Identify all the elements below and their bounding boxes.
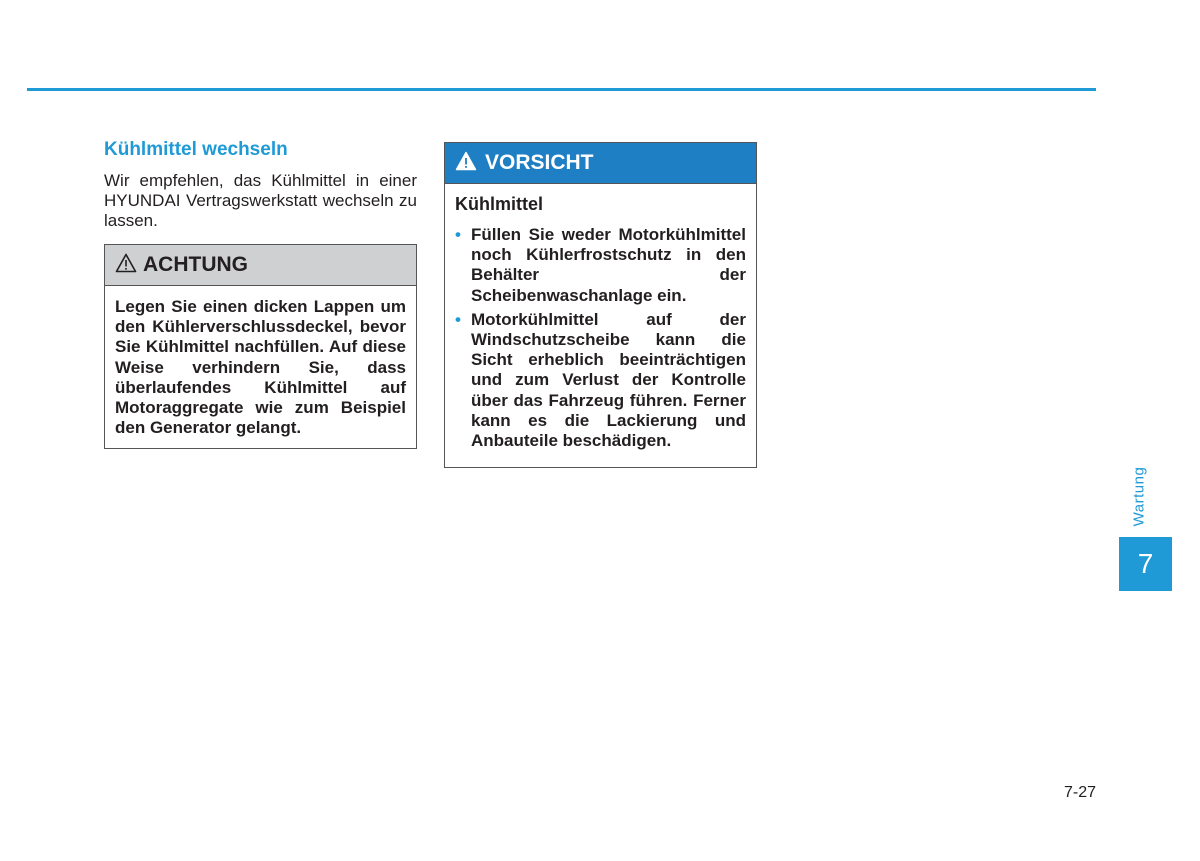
warning-triangle-filled-icon (455, 151, 477, 176)
list-item (455, 310, 746, 451)
bullet-icon: • (455, 309, 461, 329)
vorsicht-header (445, 143, 756, 184)
section-heading: Kühlmittel wechseln (104, 139, 288, 160)
vorsicht-body (445, 184, 756, 467)
intro-column (104, 138, 417, 231)
vorsicht-bullet-list (455, 225, 746, 451)
chapter-side-label (1128, 464, 1150, 534)
chapter-name: Wartung (1130, 466, 1148, 527)
achtung-title: ACHTUNG (143, 253, 248, 276)
chapter-tab: 7 (1119, 537, 1172, 591)
vorsicht-box (444, 142, 757, 468)
bullet-text: Füllen Sie weder Motorkühlmittel noch Kühlerfrostschutz in den Behälter der Scheibenwaschanlage ein. (471, 225, 746, 305)
warning-triangle-outline-icon (115, 253, 137, 278)
page-number: 7-27 (1063, 784, 1096, 801)
top-rule (27, 88, 1096, 91)
achtung-header (105, 245, 416, 286)
vorsicht-subtitle: Kühlmittel (455, 194, 543, 214)
intro-paragraph: Wir empfehlen, das Kühlmittel in einer HYUNDAI Vertragswerkstatt wechseln zu lassen. (104, 171, 417, 230)
bullet-icon: • (455, 225, 461, 244)
achtung-body: Legen Sie einen dicken Lappen um den Kühlerverschlussdeckel, bevor Sie Kühlmittel nachfüllen. Auf diese Weise verhindern Sie, dass überlaufendes Kühlmittel auf Motoraggregate wie zum Beispiel den Generator gelangt. (115, 297, 406, 438)
bullet-text: Motorkühlmittel auf der Windschutzscheibe kann die Sicht erheblich beeinträchtigen und zum Verlust der Kontrolle über das Fahrzeug führen. Ferner kann es die Lackierung und Anbauteile beschädigen. (471, 309, 746, 451)
vorsicht-title: VORSICHT (485, 151, 594, 174)
achtung-box (104, 244, 417, 449)
list-item (455, 225, 746, 306)
